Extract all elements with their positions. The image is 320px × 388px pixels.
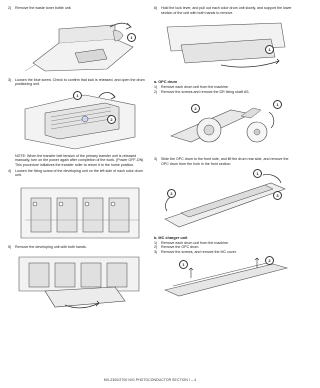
section-title-mc-charger: b. MC charger unit	[154, 235, 188, 240]
step-number: 5)	[8, 244, 12, 249]
step-2	[8, 6, 146, 11]
callout-2: 2	[107, 115, 116, 124]
step-6	[154, 6, 292, 15]
mc-step-3	[154, 250, 292, 255]
opc-drum-slide-illustration	[161, 169, 291, 233]
callout-2: 2	[191, 104, 200, 113]
step-4	[8, 169, 146, 178]
section-title-opc-drum: a. OPC drum	[154, 80, 177, 85]
step-number: 3)	[154, 249, 158, 254]
callout-1: 1	[265, 45, 274, 54]
waste-toner-illustration	[15, 13, 145, 75]
step-number: 3)	[154, 157, 158, 162]
step-text: Remove the developing unit with both hands.	[15, 244, 87, 249]
remove-developing-illustration	[15, 251, 145, 311]
step-text: Slide the OPC drum to the front side, and lift the drum rear side, and remove the OPC drum from the hole in the front section.	[161, 157, 289, 166]
opc-step-2	[154, 90, 292, 95]
figure-waste-toner-bottle	[15, 13, 146, 75]
callout-2: 2	[167, 189, 176, 198]
note-transfer-belt: NOTE: When the transfer belt tension of the primary transfer unit is released manually, turn on the power again after completion of the work. (Power OFF-ON) This procedure initializes the transfer roller to return it to the home position.	[15, 153, 144, 167]
step-number: 4)	[8, 168, 12, 173]
step-number: 2)	[8, 6, 12, 10]
figure-dr-fixing-shaft	[161, 96, 292, 154]
step-text: Remove the screws and remove the DR fixing shaft AS.	[161, 89, 250, 94]
figure-drum-positioning-unit	[15, 89, 146, 151]
callout-1: 1	[273, 100, 282, 109]
figure-developing-unit-screws	[15, 180, 146, 242]
step-text: Remove the OPC drum.	[161, 245, 200, 250]
step-text: Hold the lock lever, and pull out each color drum unit slowly, and support the lower section of the unit with both hands to remove.	[161, 6, 292, 15]
step-5	[8, 245, 146, 250]
developing-screws-illustration	[15, 180, 145, 242]
right-column	[154, 6, 292, 303]
step-number: 1)	[154, 85, 158, 90]
step-number: 6)	[154, 6, 158, 10]
step-number: 2)	[154, 245, 158, 250]
figure-drum-unit-removal	[161, 17, 292, 77]
opc-step-3	[154, 157, 292, 166]
callout-2: 2	[265, 256, 274, 265]
figure-mc-cover	[161, 256, 292, 300]
step-3	[8, 78, 146, 87]
step-number: 1)	[154, 240, 158, 245]
step-text: Loosen the blue screw. Check to confirm that lock is released, and open the drum positioning unit.	[15, 77, 145, 87]
step-text: Remove each drum unit from the machine.	[161, 85, 229, 90]
step-text: Remove each drum unit from the machine.	[161, 240, 229, 245]
figure-remove-developing-unit	[15, 251, 146, 311]
callout-1: 1	[253, 169, 262, 178]
step-text: Remove the screws, and remove the MC cover.	[161, 249, 237, 254]
step-number: 2)	[154, 89, 158, 94]
callout-3: 3	[273, 191, 282, 200]
figure-opc-drum-slide	[161, 169, 292, 233]
page-footer: MX-2300/2700 N/G PHOTOCONDUCTOR SECTION I – 4	[103, 378, 197, 382]
left-column	[8, 6, 146, 314]
callout-1: 1	[127, 33, 136, 42]
callout-1: 1	[179, 260, 188, 269]
step-text: Loosen the fixing screw of the developing unit on the left side of each color drum unit.	[15, 168, 143, 178]
step-number: 3)	[8, 77, 12, 82]
dr-fixing-shaft-illustration	[161, 96, 291, 154]
callout-1: 1	[73, 91, 82, 100]
step-text: Remove the waste toner bottle unit.	[15, 6, 72, 10]
